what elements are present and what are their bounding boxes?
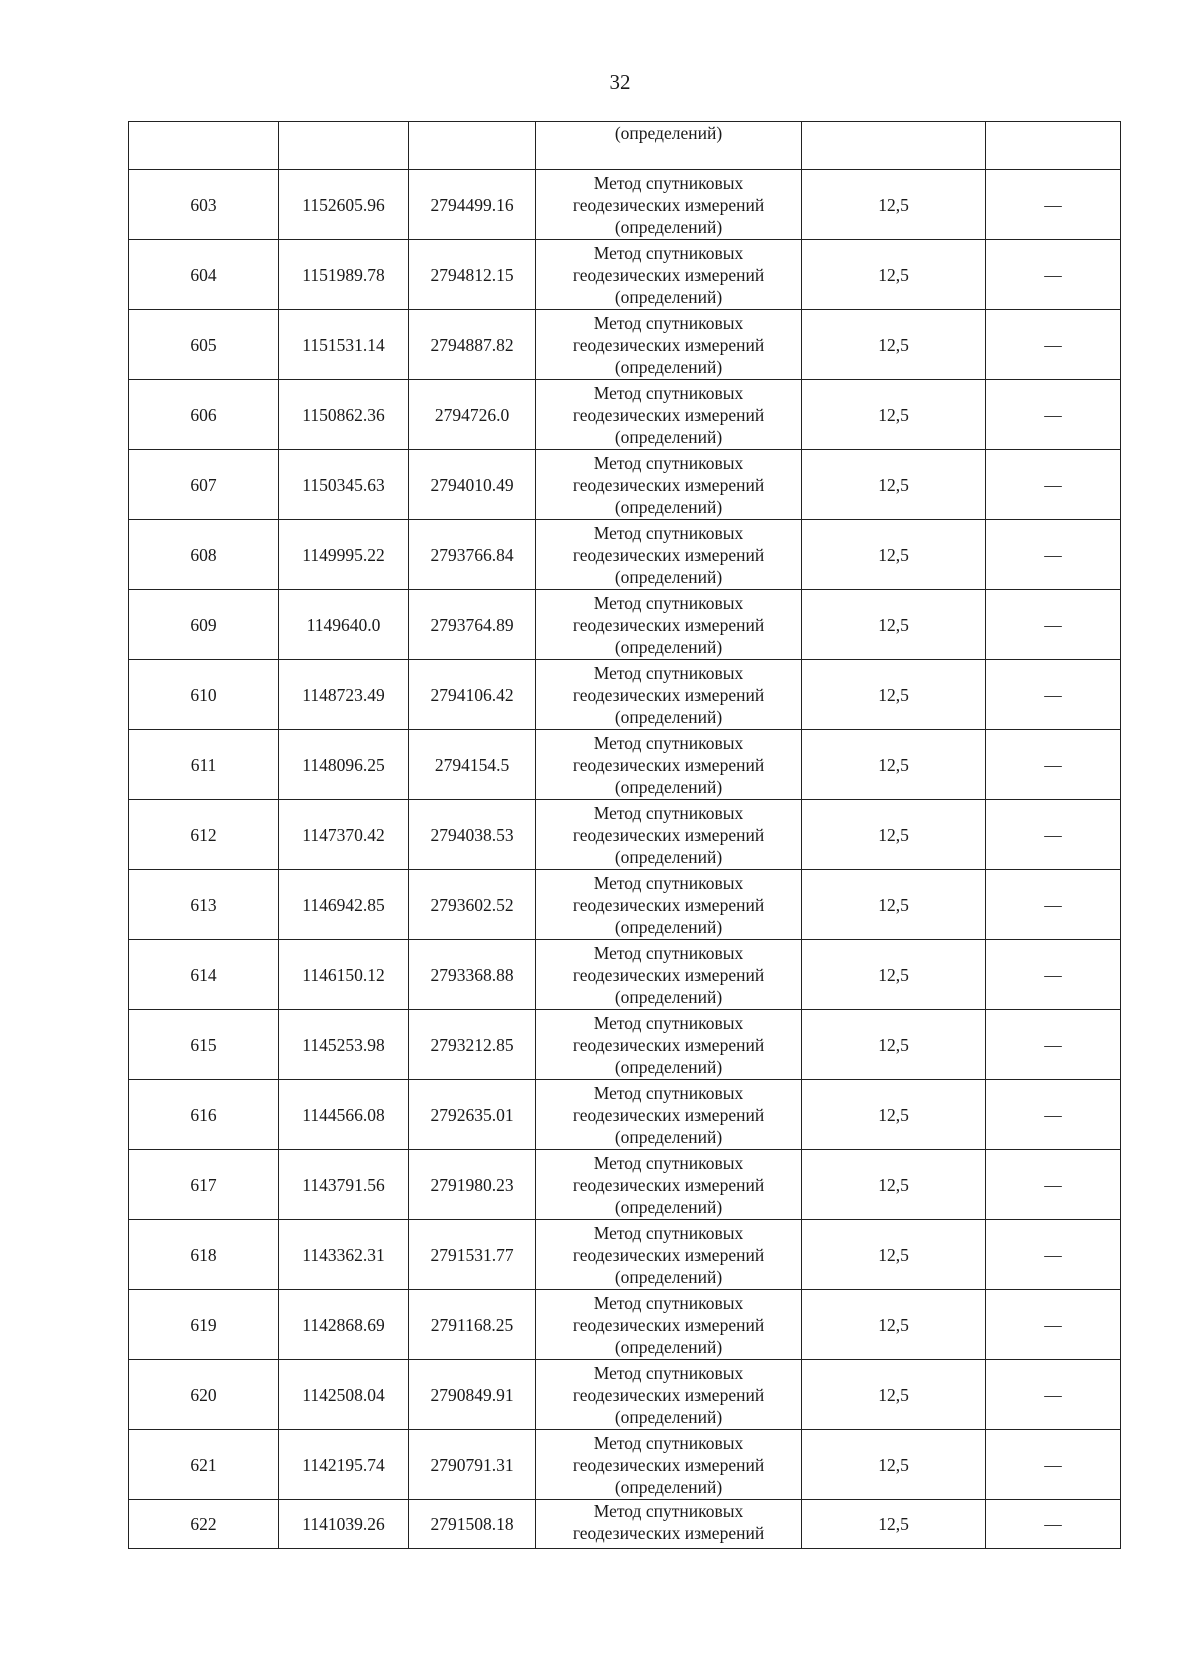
accuracy-cell: 12,5 [802, 590, 986, 660]
method-line: (определений) [614, 566, 723, 587]
y-cell [409, 122, 536, 170]
accuracy-cell [802, 122, 986, 170]
table-row [129, 450, 1121, 520]
method-cell [536, 380, 802, 450]
method-line: Метод спутниковых [593, 172, 744, 193]
point-cell [129, 122, 279, 170]
note-cell: — [986, 590, 1121, 660]
y-cell: 2793368.88 [409, 940, 536, 1010]
note-cell [986, 122, 1121, 170]
method-line: (определений) [614, 216, 723, 237]
table-row [129, 240, 1121, 310]
point-cell: 607 [129, 450, 279, 520]
accuracy-cell: 12,5 [802, 240, 986, 310]
method-line: (определений) [614, 1336, 723, 1357]
accuracy-cell: 12,5 [802, 450, 986, 520]
accuracy-cell: 12,5 [802, 310, 986, 380]
x-cell: 1142508.04 [279, 1360, 409, 1430]
note-cell: — [986, 1430, 1121, 1500]
method-line: (определений) [614, 636, 723, 657]
method-line: геодезических измерений [572, 1034, 765, 1055]
table-row [129, 310, 1121, 380]
point-cell: 604 [129, 240, 279, 310]
table-row [129, 1430, 1121, 1500]
point-cell: 619 [129, 1290, 279, 1360]
method-line: геодезических измерений [572, 334, 765, 355]
y-cell: 2794106.42 [409, 660, 536, 730]
note-cell: — [986, 1150, 1121, 1220]
y-cell: 2793212.85 [409, 1010, 536, 1080]
method-line: (определений) [614, 1406, 723, 1427]
method-line: (определений) [614, 1266, 723, 1287]
method-line: (определений) [614, 776, 723, 797]
method-line: Метод спутниковых [593, 872, 744, 893]
method-line: геодезических измерений [572, 684, 765, 705]
method-cell [536, 870, 802, 940]
note-cell: — [986, 1290, 1121, 1360]
method-line: Метод спутниковых [593, 662, 744, 683]
x-cell [279, 122, 409, 170]
method-line: (определений) [614, 286, 723, 307]
table-row [129, 520, 1121, 590]
method-cell [536, 170, 802, 240]
accuracy-cell: 12,5 [802, 170, 986, 240]
method-line: (определений) [614, 1056, 723, 1077]
method-cell: (определений) [536, 122, 802, 170]
note-cell: — [986, 1010, 1121, 1080]
method-line: Метод спутниковых [593, 522, 744, 543]
table-row [129, 870, 1121, 940]
method-cell [536, 940, 802, 1010]
note-cell: — [986, 730, 1121, 800]
method-line: геодезических измерений [572, 264, 765, 285]
note-cell: — [986, 800, 1121, 870]
page-number: 32 [609, 70, 631, 94]
x-cell: 1141039.26 [279, 1500, 409, 1549]
method-line: Метод спутниковых [593, 1362, 744, 1383]
method-line: Метод спутниковых [593, 802, 744, 823]
table-row [129, 1080, 1121, 1150]
accuracy-cell: 12,5 [802, 940, 986, 1010]
accuracy-cell: 12,5 [802, 1430, 986, 1500]
accuracy-cell: 12,5 [802, 1500, 986, 1549]
method-line: геодезических измерений [572, 404, 765, 425]
continued-row [129, 122, 1121, 170]
x-cell: 1149995.22 [279, 520, 409, 590]
note-cell: — [986, 310, 1121, 380]
method-line: геодезических измерений [572, 1244, 765, 1265]
method-line: (определений) [614, 1126, 723, 1147]
method-line: Метод спутниковых [593, 1152, 744, 1173]
point-cell: 617 [129, 1150, 279, 1220]
table-row [129, 800, 1121, 870]
table-row [129, 940, 1121, 1010]
y-cell: 2794726.0 [409, 380, 536, 450]
table-row [129, 590, 1121, 660]
method-line: Метод спутниковых [593, 592, 744, 613]
method-line: геодезических измерений [572, 614, 765, 635]
y-cell: 2794038.53 [409, 800, 536, 870]
method-line: геодезических измерений [572, 824, 765, 845]
method-line: (определений) [614, 706, 723, 727]
accuracy-cell: 12,5 [802, 1220, 986, 1290]
x-cell: 1148723.49 [279, 660, 409, 730]
table-row [129, 1500, 1121, 1549]
point-cell: 612 [129, 800, 279, 870]
method-cell [536, 660, 802, 730]
method-line: (определений) [614, 356, 723, 377]
method-line: геодезических измерений [572, 754, 765, 775]
table-row [129, 1010, 1121, 1080]
method-line: Метод спутниковых [593, 1082, 744, 1103]
x-cell: 1142195.74 [279, 1430, 409, 1500]
point-cell: 610 [129, 660, 279, 730]
point-cell: 620 [129, 1360, 279, 1430]
method-line: Метод спутниковых [593, 452, 744, 473]
x-cell: 1146150.12 [279, 940, 409, 1010]
table-row [129, 660, 1121, 730]
accuracy-cell: 12,5 [802, 1080, 986, 1150]
method-line: (определений) [614, 1196, 723, 1217]
method-line: Метод спутниковых [593, 382, 744, 403]
method-line: (определений) [614, 496, 723, 517]
note-cell: — [986, 240, 1121, 310]
method-cell [536, 1150, 802, 1220]
method-line: геодезических измерений [572, 1454, 765, 1475]
method-cell [536, 1010, 802, 1080]
note-cell: — [986, 1360, 1121, 1430]
x-cell: 1144566.08 [279, 1080, 409, 1150]
note-cell: — [986, 870, 1121, 940]
method-line: (определений) [614, 1476, 723, 1497]
method-cell [536, 240, 802, 310]
accuracy-cell: 12,5 [802, 660, 986, 730]
accuracy-cell: 12,5 [802, 380, 986, 450]
table-row [129, 1220, 1121, 1290]
accuracy-cell: 12,5 [802, 520, 986, 590]
method-cell [536, 520, 802, 590]
point-cell: 614 [129, 940, 279, 1010]
method-line: геодезических измерений [572, 194, 765, 215]
method-line: Метод спутниковых [593, 942, 744, 963]
x-cell: 1147370.42 [279, 800, 409, 870]
x-cell: 1150345.63 [279, 450, 409, 520]
method-line: (определений) [614, 846, 723, 867]
point-cell: 616 [129, 1080, 279, 1150]
method-cell [536, 450, 802, 520]
note-cell: — [986, 380, 1121, 450]
accuracy-cell: 12,5 [802, 800, 986, 870]
method-line: геодезических измерений [572, 964, 765, 985]
method-cell [536, 730, 802, 800]
method-line: Метод спутниковых [593, 732, 744, 753]
y-cell: 2794010.49 [409, 450, 536, 520]
x-cell: 1152605.96 [279, 170, 409, 240]
note-cell: — [986, 1080, 1121, 1150]
note-cell: — [986, 940, 1121, 1010]
x-cell: 1143791.56 [279, 1150, 409, 1220]
table-row [129, 380, 1121, 450]
method-line: (определений) [614, 916, 723, 937]
method-cell [536, 310, 802, 380]
point-cell: 605 [129, 310, 279, 380]
note-cell: — [986, 660, 1121, 730]
y-cell: 2794154.5 [409, 730, 536, 800]
y-cell: 2791980.23 [409, 1150, 536, 1220]
method-line: геодезических измерений [572, 474, 765, 495]
method-cell [536, 1220, 802, 1290]
method-line: геодезических измерений [572, 544, 765, 565]
point-cell: 613 [129, 870, 279, 940]
note-cell: — [986, 450, 1121, 520]
y-cell: 2792635.01 [409, 1080, 536, 1150]
table-row [129, 1360, 1121, 1430]
note-cell: — [986, 520, 1121, 590]
y-cell: 2794887.82 [409, 310, 536, 380]
method-line: (определений) [614, 986, 723, 1007]
note-cell: — [986, 1220, 1121, 1290]
x-cell: 1148096.25 [279, 730, 409, 800]
method-cell [536, 1360, 802, 1430]
point-cell: 609 [129, 590, 279, 660]
y-cell: 2791531.77 [409, 1220, 536, 1290]
y-cell: 2790849.91 [409, 1360, 536, 1430]
y-cell: 2791168.25 [409, 1290, 536, 1360]
x-cell: 1143362.31 [279, 1220, 409, 1290]
table-row [129, 730, 1121, 800]
method-line: Метод спутниковых [593, 1012, 744, 1033]
point-cell: 603 [129, 170, 279, 240]
x-cell: 1145253.98 [279, 1010, 409, 1080]
point-cell: 618 [129, 1220, 279, 1290]
point-cell: 606 [129, 380, 279, 450]
method-line: Метод спутниковых [593, 1501, 744, 1521]
method-cell [536, 1500, 802, 1549]
method-cell [536, 1290, 802, 1360]
x-cell: 1151989.78 [279, 240, 409, 310]
y-cell: 2790791.31 [409, 1430, 536, 1500]
point-cell: 608 [129, 520, 279, 590]
point-cell: 622 [129, 1500, 279, 1549]
method-line: Метод спутниковых [593, 1292, 744, 1313]
point-cell: 615 [129, 1010, 279, 1080]
x-cell: 1151531.14 [279, 310, 409, 380]
method-cell [536, 1430, 802, 1500]
x-cell: 1146942.85 [279, 870, 409, 940]
method-line: геодезических измерений [572, 1523, 765, 1543]
accuracy-cell: 12,5 [802, 1150, 986, 1220]
method-cell [536, 800, 802, 870]
accuracy-cell: 12,5 [802, 1010, 986, 1080]
y-cell: 2794499.16 [409, 170, 536, 240]
method-line: геодезических измерений [572, 1314, 765, 1335]
accuracy-cell: 12,5 [802, 1290, 986, 1360]
method-line: геодезических измерений [572, 894, 765, 915]
method-cell [536, 1080, 802, 1150]
method-line: Метод спутниковых [593, 312, 744, 333]
y-cell: 2793764.89 [409, 590, 536, 660]
y-cell: 2794812.15 [409, 240, 536, 310]
method-line: (определений) [614, 426, 723, 447]
point-cell: 621 [129, 1430, 279, 1500]
x-cell: 1142868.69 [279, 1290, 409, 1360]
table-row [129, 170, 1121, 240]
x-cell: 1149640.0 [279, 590, 409, 660]
method-line: Метод спутниковых [593, 1432, 744, 1453]
note-cell: — [986, 170, 1121, 240]
method-cell [536, 590, 802, 660]
point-cell: 611 [129, 730, 279, 800]
y-cell: 2791508.18 [409, 1500, 536, 1549]
table-row [129, 1290, 1121, 1360]
method-line: геодезических измерений [572, 1104, 765, 1125]
method-line: геодезических измерений [572, 1384, 765, 1405]
note-cell: — [986, 1500, 1121, 1549]
coordinates-table [128, 121, 1121, 1549]
table-row [129, 1150, 1121, 1220]
method-line: геодезических измерений [572, 1174, 765, 1195]
method-line: Метод спутниковых [593, 1222, 744, 1243]
accuracy-cell: 12,5 [802, 870, 986, 940]
method-line: Метод спутниковых [593, 242, 744, 263]
accuracy-cell: 12,5 [802, 1360, 986, 1430]
accuracy-cell: 12,5 [802, 730, 986, 800]
x-cell: 1150862.36 [279, 380, 409, 450]
y-cell: 2793766.84 [409, 520, 536, 590]
y-cell: 2793602.52 [409, 870, 536, 940]
